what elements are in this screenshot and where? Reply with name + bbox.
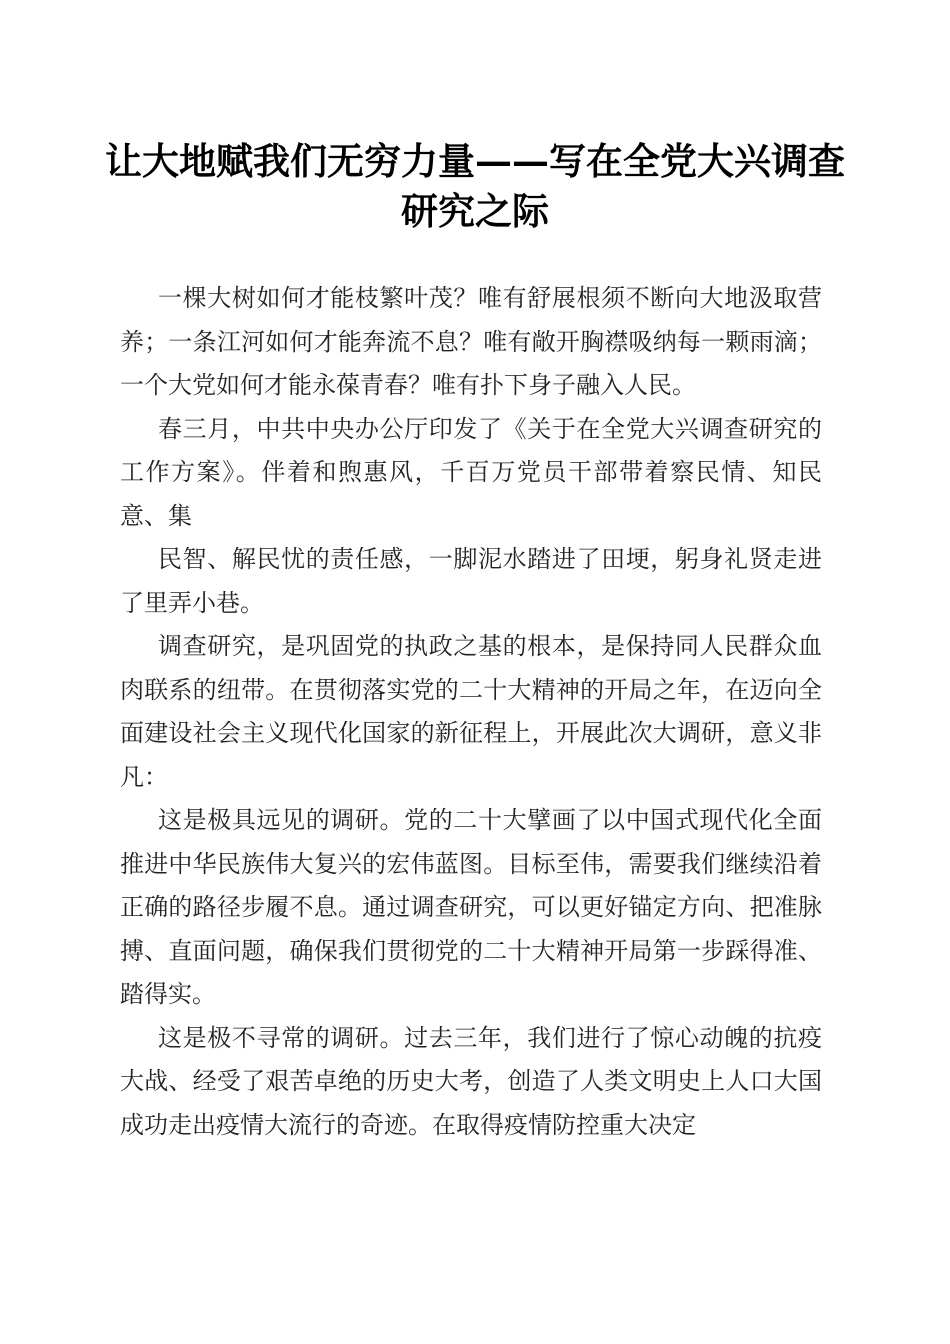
paragraph-3: 民智、解民忧的责任感，一脚泥水踏进了田埂，躬身礼贤走进了里弄小巷。 <box>120 545 822 617</box>
paragraph-2: 春三月，中共中央办公厅印发了《关于在全党大兴调查研究的工作方案》。伴着和煦惠风，千百万党员干部带着察民情、知民意、集 <box>120 414 822 530</box>
paragraph-5: 这是极具远见的调研。党的二十大擘画了以中国式现代化全面推进中华民族伟大复兴的宏伟蓝图。目标至伟，需要我们继续沿着正确的路径步履不息。通过调查研究，可以更好锚定方向、把准脉搏、直面问题，确保我们贯彻党的二十大精神开局第一步踩得准、踏得实。 <box>120 806 822 1008</box>
paragraph-6: 这是极不寻常的调研。过去三年，我们进行了惊心动魄的抗疫大战、经受了艰苦卓绝的历史大考，创造了人类文明史上人口大国成功走出疫情大流行的奇迹。在取得疫情防控重大决定 <box>120 1023 822 1139</box>
paragraph-1: 一棵大树如何才能枝繁叶茂？唯有舒展根须不断向大地汲取营养；一条江河如何才能奔流不息？唯有敞开胸襟吸纳每一颗雨滴；一个大党如何才能永葆青春？唯有扑下身子融入人民。 <box>120 284 822 399</box>
paragraph-4: 调查研究，是巩固党的执政之基的根本，是保持同人民群众血肉联系的纽带。在贯彻落实党的二十大精神的开局之年，在迈向全面建设社会主义现代化国家的新征程上，开展此次大调研，意义非凡： <box>120 632 822 791</box>
document-body <box>120 277 822 1147</box>
document-title: 让大地赋我们无穷力量——写在全党大兴调查研究之际 <box>105 139 845 233</box>
